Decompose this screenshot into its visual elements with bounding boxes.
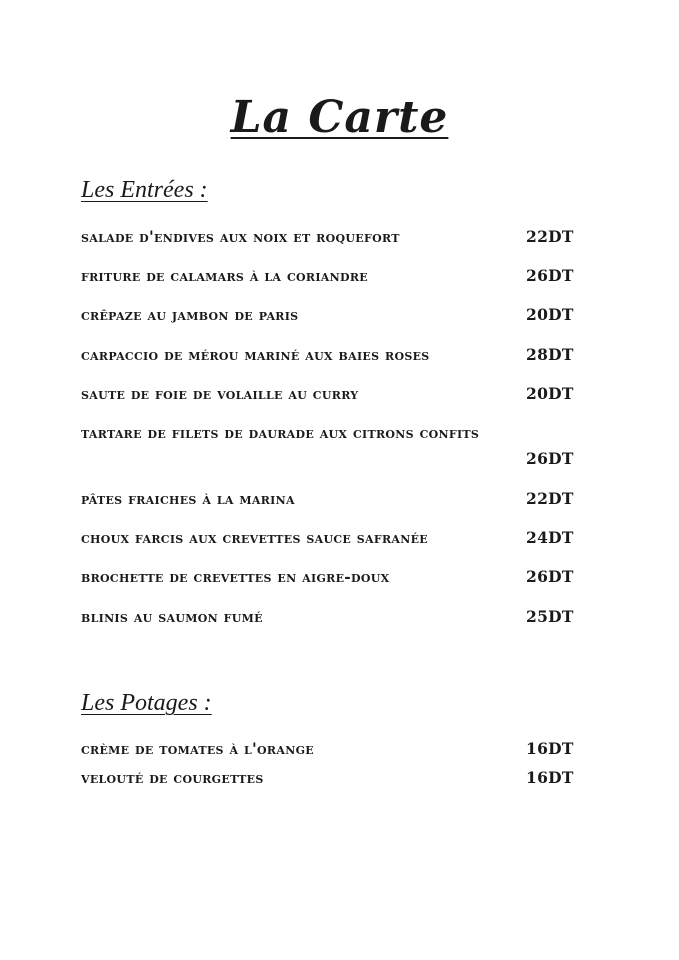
dish-price: 26DT: [526, 567, 574, 587]
menu-item: [81, 227, 574, 266]
menu-item: [81, 344, 574, 384]
page-title: La Carte: [230, 92, 449, 143]
menu-item: [81, 606, 574, 646]
dish-name: tartare de filets de daurade aux citrons confits: [81, 422, 480, 442]
dish-name: velouté de courgettes: [81, 767, 264, 787]
dish-price: 28DT: [526, 344, 574, 364]
dish-price: 16DT: [526, 767, 574, 787]
menu-item: [81, 739, 574, 768]
dish-name: crêpaze au jambon de paris: [81, 305, 299, 325]
menu-item: [81, 528, 574, 567]
dish-name: blinis au saumon fumé: [81, 606, 263, 626]
dish-price: 22DT: [526, 227, 574, 246]
dish-price: 20DT: [526, 383, 574, 403]
dish-name: crème de tomates à l'orange: [81, 739, 314, 758]
menu-item: [81, 422, 574, 489]
potages-list: [81, 739, 574, 796]
dish-price: 20DT: [526, 305, 574, 325]
section-heading-potages: Les Potages :: [81, 690, 212, 716]
section-heading-entrees: Les Entrées :: [81, 177, 208, 203]
dish-name: saute de foie de volaille au curry: [81, 383, 359, 403]
menu-item: [81, 567, 574, 606]
menu-item: [81, 383, 574, 423]
dish-price: 24DT: [526, 528, 574, 548]
dish-price: 16DT: [526, 739, 574, 758]
dish-price: 26DT: [526, 266, 574, 286]
dish-name: carpaccio de mérou mariné aux baies roses: [81, 344, 430, 364]
dish-name: choux farcis aux crevettes sauce safranée: [81, 528, 428, 548]
menu-item: [81, 266, 574, 305]
dish-price: 26DT: [526, 448, 574, 468]
dish-name: friture de calamars à la coriandre: [81, 266, 368, 286]
dish-price: 25DT: [526, 606, 574, 626]
menu-item: [81, 488, 574, 528]
menu-item: [81, 767, 574, 797]
dish-name: brochette de crevettes en aigre-doux: [81, 567, 390, 587]
entrees-list: [81, 227, 574, 646]
dish-name: salade d'endives aux noix et roquefort: [81, 227, 400, 246]
menu-item: [81, 305, 574, 344]
dish-price: 22DT: [526, 488, 574, 508]
dish-name: pâtes fraiches à la marina: [81, 488, 295, 508]
